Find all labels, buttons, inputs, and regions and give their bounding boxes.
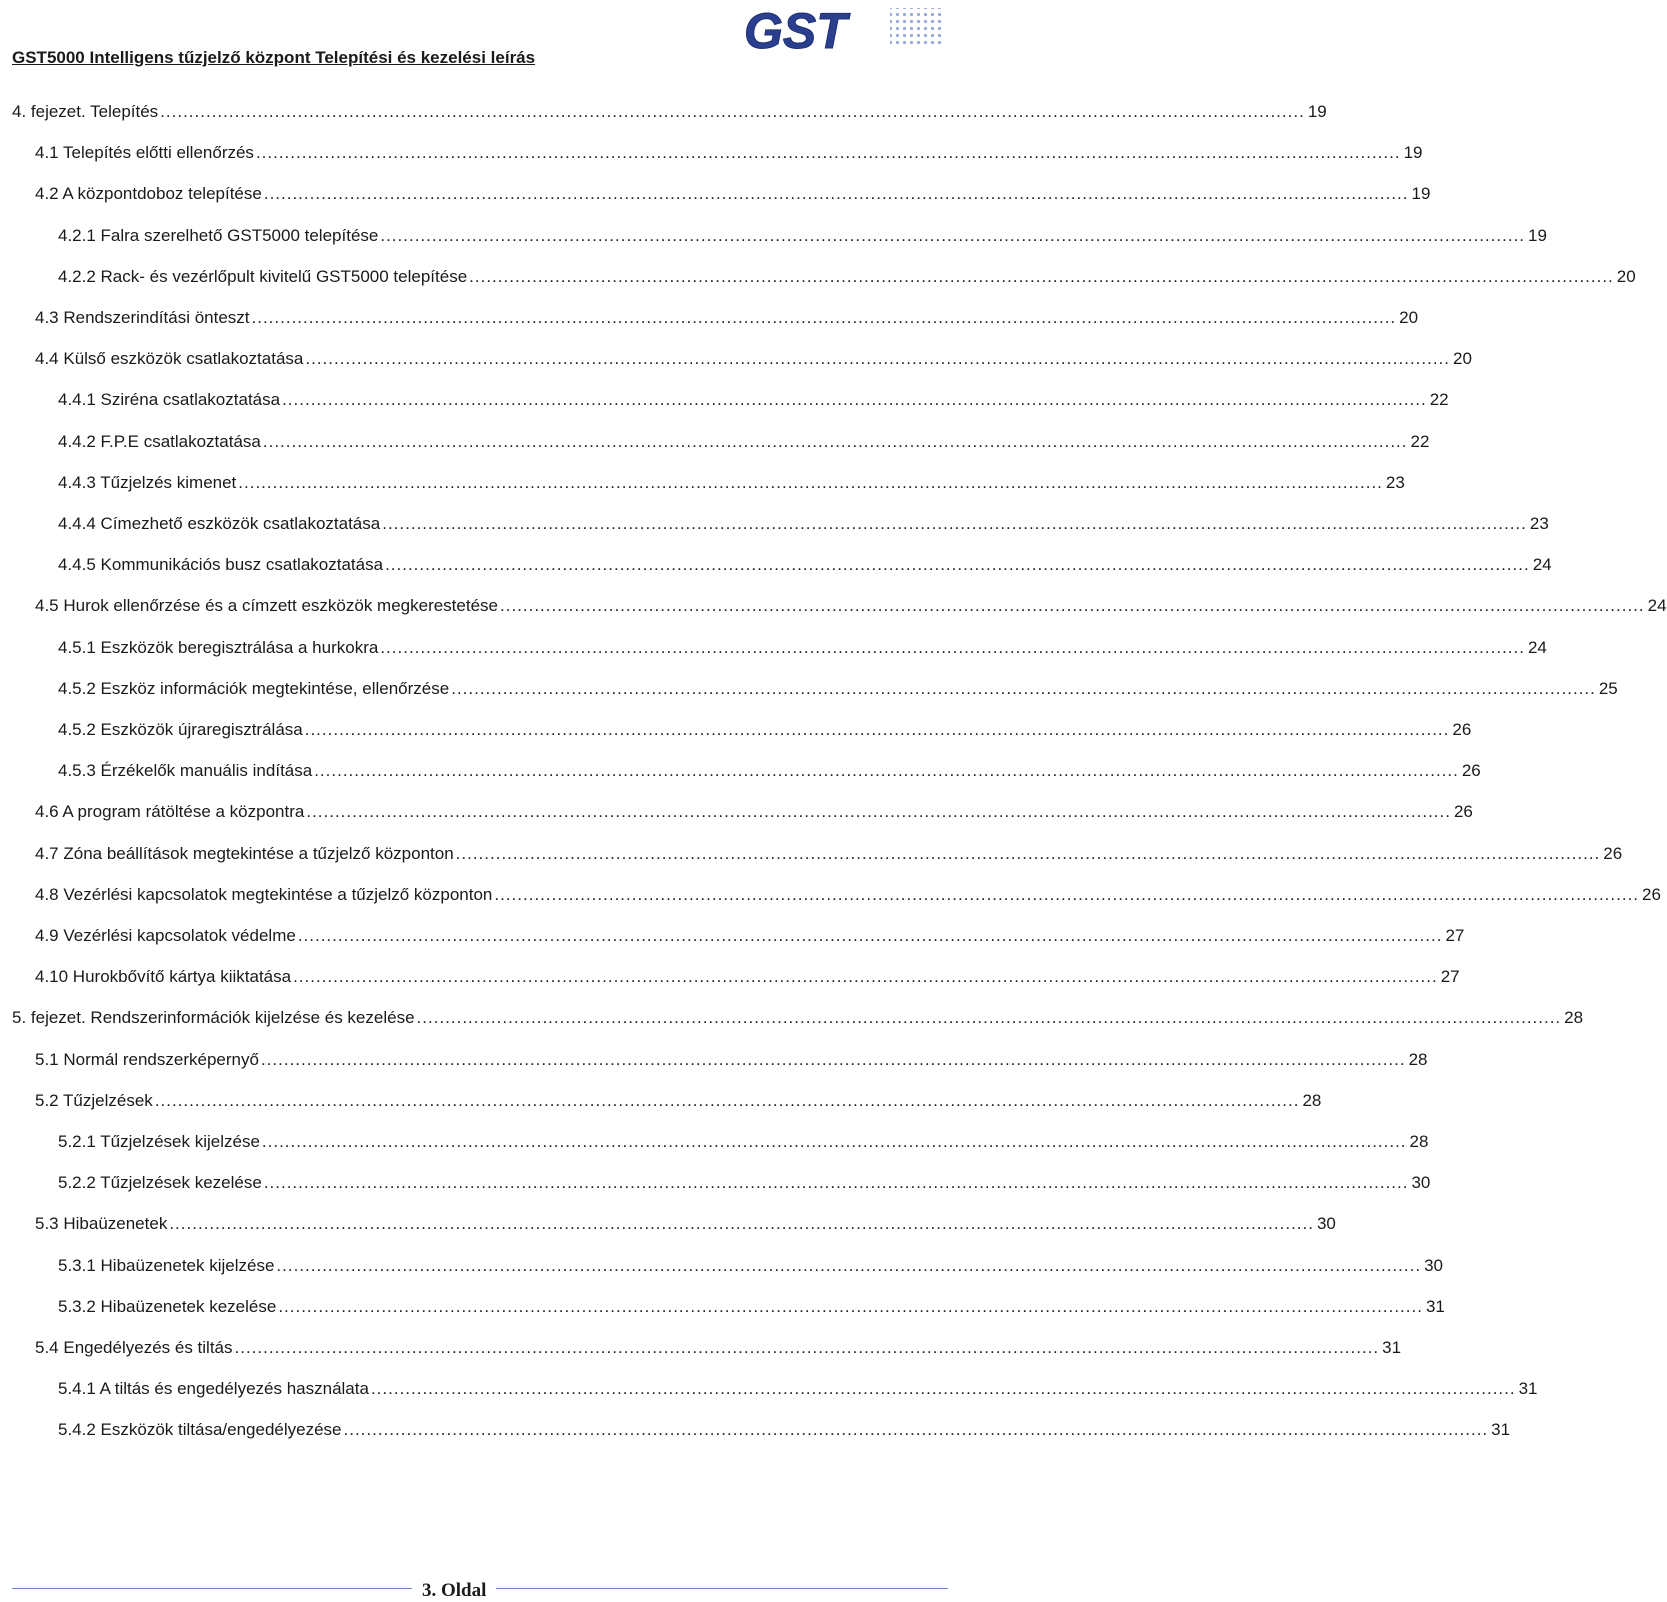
toc-entry[interactable] <box>58 219 1547 247</box>
toc-entry-title: 5.4 Engedélyezés és tiltás <box>35 1338 233 1357</box>
toc-leader-dots: ........................................................................................................................................................................................................ <box>263 1173 1409 1193</box>
toc-leader-dots: ........................................................................................................................................................................................................ <box>293 967 1438 987</box>
toc-entry[interactable] <box>35 837 1623 865</box>
toc-entry-title: 4.1 Telepítés előtti ellenőrzés <box>35 143 254 163</box>
toc-entry[interactable] <box>35 795 1473 823</box>
toc-entry[interactable] <box>35 1084 1322 1112</box>
toc-entry[interactable] <box>58 548 1552 576</box>
toc-entry[interactable] <box>58 1166 1431 1194</box>
page-footer <box>0 1560 960 1602</box>
toc-leader-dots: ........................................................................................................................................................................................................ <box>251 308 1397 327</box>
toc-leader-dots: ........................................................................................................................................................................................................ <box>306 802 1451 822</box>
toc-entry-page: 31 <box>1518 1379 1538 1399</box>
toc-entry-title: 4.2.2 Rack- és vezérlőpult kivitelű GST5000 telepítése <box>58 266 468 286</box>
document-title: GST5000 Intelligens tűzjelző központ Telepítési és kezelési leírás <box>12 48 536 67</box>
toc-entry-title: 4.5.2 Eszköz információk megtekintése, ellenőrzése <box>58 678 450 698</box>
toc-entry[interactable] <box>35 1043 1428 1071</box>
toc-entry-page: 23 <box>1385 472 1405 492</box>
toc-leader-dots: ........................................................................................................................................................................................................ <box>304 720 1450 739</box>
toc-entry-page: 28 <box>1302 1090 1322 1110</box>
toc-entry-title: 4.2.1 Falra szerelhető GST5000 telepítése <box>58 225 379 245</box>
toc-entry[interactable] <box>58 672 1618 700</box>
toc-entry[interactable] <box>35 177 1431 205</box>
toc-entry[interactable] <box>58 466 1405 494</box>
toc-leader-dots: ........................................................................................................................................................................................................ <box>305 349 1451 369</box>
toc-entry-page: 20 <box>1399 308 1419 327</box>
toc-leader-dots: ........................................................................................................................................................................................................ <box>297 926 1443 945</box>
toc-entry-title: 4.7 Zóna beállítások megtekintése a tűzjelző központon <box>35 843 454 863</box>
toc-entry-page: 24 <box>1527 637 1547 657</box>
toc-entry-page: 20 <box>1616 266 1636 286</box>
toc-leader-dots: ........................................................................................................................................................................................................ <box>314 761 1459 781</box>
toc-entry[interactable] <box>35 589 1667 617</box>
toc-entry-page: 22 <box>1410 431 1430 451</box>
page-header <box>12 0 948 78</box>
toc-leader-dots: ........................................................................................................................................................................................................ <box>469 266 1614 286</box>
toc-entry-page: 26 <box>1452 720 1472 739</box>
toc-entry-title: 5.1 Normál rendszerképernyő <box>35 1049 259 1069</box>
toc-leader-dots: ........................................................................................................................................................................................................ <box>263 184 1409 204</box>
toc-entry-page: 19 <box>1411 184 1431 204</box>
toc-entry-title: 5.3.1 Hibaüzenetek kijelzése <box>58 1255 275 1275</box>
toc-entry-page: 19 <box>1528 225 1547 245</box>
toc-entry-title: 4.5 Hurok ellenőrzése és a címzett eszközök megkerestetése <box>35 596 498 616</box>
toc-entry-page: 20 <box>1453 349 1472 369</box>
toc-entry-page: 26 <box>1453 802 1473 822</box>
toc-entry-title: 4.4.3 Tűzjelzés kimenet <box>58 472 237 492</box>
toc-entry-title: 5. fejezet. Rendszerinformációk kijelzése és kezelése <box>12 1008 415 1028</box>
toc-entry[interactable] <box>58 507 1549 535</box>
toc-entry-title: 4.5.1 Eszközök beregisztrálása a hurkokra <box>58 637 379 657</box>
toc-entry[interactable] <box>58 1290 1445 1318</box>
toc-leader-dots: ........................................................................................................................................................................................................ <box>234 1338 1380 1357</box>
toc-entry-title: 5.3.2 Hibaüzenetek kezelése <box>58 1296 277 1316</box>
toc-leader-dots: ........................................................................................................................................................................................................ <box>343 1420 1489 1440</box>
toc-entry-page: 27 <box>1445 926 1465 945</box>
toc-entry[interactable] <box>58 754 1481 782</box>
toc-leader-dots: ........................................................................................................................................................................................................ <box>382 514 1527 533</box>
page-number: 3. Oldal <box>412 1580 496 1602</box>
toc-entry[interactable] <box>35 960 1460 988</box>
toc-leader-dots: ........................................................................................................................................................................................................ <box>160 102 1305 121</box>
toc-leader-dots: ........................................................................................................................................................................................................ <box>370 1379 1516 1399</box>
toc-entry[interactable] <box>58 713 1472 741</box>
toc-entry-page: 27 <box>1440 967 1460 987</box>
toc-entry-page: 30 <box>1424 1255 1443 1275</box>
toc-entry-page: 24 <box>1532 555 1552 575</box>
toc-entry-title: 4.8 Vezérlési kapcsolatok megtekintése a tűzjelző központon <box>35 884 493 904</box>
toc-entry-page: 31 <box>1425 1296 1445 1316</box>
toc-entry[interactable] <box>35 1331 1402 1359</box>
toc-leader-dots: ........................................................................................................................................................................................................ <box>380 225 1525 245</box>
toc-entry[interactable] <box>58 1372 1538 1400</box>
toc-entry-page: 22 <box>1429 390 1449 410</box>
toc-entry-page: 19 <box>1403 143 1423 163</box>
toc-entry-title: 4.6 A program rátöltése a központra <box>35 802 305 822</box>
toc-leader-dots: ........................................................................................................................................................................................................ <box>261 1132 1407 1151</box>
toc-entry[interactable] <box>58 1125 1429 1153</box>
toc-leader-dots: ........................................................................................................................................................................................................ <box>260 1049 1406 1069</box>
toc-entry-title: 5.4.1 A tiltás és engedélyezés használata <box>58 1379 369 1399</box>
toc-entry-page: 30 <box>1316 1214 1336 1234</box>
toc-entry-title: 4.4 Külső eszközök csatlakoztatása <box>35 349 304 369</box>
toc-entry-page: 31 <box>1491 1420 1511 1440</box>
toc-entry[interactable] <box>58 1413 1511 1441</box>
toc-leader-dots: ........................................................................................................................................................................................................ <box>455 843 1601 863</box>
toc-entry-title: 5.2 Tűzjelzések <box>35 1090 153 1110</box>
toc-entry-title: 4.9 Vezérlési kapcsolatok védelme <box>35 926 296 945</box>
toc-leader-dots: ........................................................................................................................................................................................................ <box>255 143 1401 163</box>
toc-leader-dots: ........................................................................................................................................................................................................ <box>262 431 1408 451</box>
toc-leader-dots: ........................................................................................................................................................................................................ <box>385 555 1530 575</box>
toc-entry-page: 31 <box>1382 1338 1402 1357</box>
toc-entry[interactable] <box>58 631 1547 659</box>
toc-entry-page: 24 <box>1647 596 1667 616</box>
toc-entry[interactable] <box>35 301 1419 329</box>
toc-entry-title: 4.4.1 Sziréna csatlakoztatása <box>58 390 281 410</box>
toc-entry-title: 4. fejezet. Telepítés <box>12 102 159 121</box>
toc-entry-page: 28 <box>1564 1008 1584 1028</box>
toc-entry-title: 4.4.2 F.P.E csatlakoztatása <box>58 431 261 451</box>
toc-entry-page: 19 <box>1307 102 1327 121</box>
toc-entry[interactable] <box>35 1207 1336 1235</box>
gst-logo <box>740 3 948 59</box>
toc-entry[interactable] <box>35 919 1465 947</box>
toc-entry-title: 4.5.2 Eszközök újraregisztrálása <box>58 720 303 739</box>
toc-leader-dots: ........................................................................................................................................................................................................ <box>154 1090 1300 1110</box>
toc-leader-dots: ........................................................................................................................................................................................................ <box>278 1296 1423 1316</box>
toc-entry-title: 4.3 Rendszerindítási önteszt <box>35 308 250 327</box>
toc-entry-title: 5.4.2 Eszközök tiltása/engedélyezése <box>58 1420 342 1440</box>
toc-entry-page: 28 <box>1409 1132 1429 1151</box>
toc-entry[interactable] <box>58 425 1430 453</box>
toc-entry-title: 5.2.2 Tűzjelzések kezelése <box>58 1173 262 1193</box>
toc-leader-dots: ........................................................................................................................................................................................................ <box>500 596 1645 616</box>
toc-entry-title: 4.5.3 Érzékelők manuális indítása <box>58 761 313 781</box>
gst-logo-text: GST <box>744 3 847 59</box>
toc-leader-dots: ........................................................................................................................................................................................................ <box>416 1008 1562 1028</box>
toc-entry[interactable] <box>35 342 1472 370</box>
toc-entry[interactable] <box>58 260 1636 288</box>
toc-entry[interactable] <box>58 1249 1443 1277</box>
toc-leader-dots: ........................................................................................................................................................................................................ <box>494 884 1640 904</box>
toc-leader-dots: ........................................................................................................................................................................................................ <box>451 678 1596 698</box>
toc-entry-page: 25 <box>1598 678 1618 698</box>
toc-entry-page: 26 <box>1461 761 1481 781</box>
toc-entry-title: 4.4.5 Kommunikációs busz csatlakoztatása <box>58 555 384 575</box>
toc-leader-dots: ........................................................................................................................................................................................................ <box>282 390 1427 410</box>
toc-entry-page: 28 <box>1408 1049 1428 1069</box>
toc-entry[interactable] <box>12 95 1327 123</box>
toc-entry[interactable] <box>35 136 1423 164</box>
toc-entry-title: 5.2.1 Tűzjelzések kijelzése <box>58 1132 260 1151</box>
toc-entry[interactable] <box>58 383 1449 411</box>
toc-entry-title: 4.4.4 Címezhető eszközök csatlakoztatása <box>58 514 381 533</box>
toc-leader-dots: ........................................................................................................................................................................................................ <box>380 637 1525 657</box>
toc-entry-page: 26 <box>1603 843 1623 863</box>
toc-entry-title: 4.2 A központdoboz telepítése <box>35 184 262 204</box>
toc-entry-title: 5.3 Hibaüzenetek <box>35 1214 168 1234</box>
toc-entry[interactable] <box>35 878 1661 906</box>
toc-entry-page: 23 <box>1529 514 1549 533</box>
toc-leader-dots: ........................................................................................................................................................................................................ <box>238 472 1383 492</box>
toc-leader-dots: ........................................................................................................................................................................................................ <box>169 1214 1314 1234</box>
toc-leader-dots: ........................................................................................................................................................................................................ <box>276 1255 1422 1275</box>
toc-entry-title: 4.10 Hurokbővítő kártya kiiktatása <box>35 967 292 987</box>
toc-entry-page: 30 <box>1411 1173 1431 1193</box>
toc-entry-page: 26 <box>1642 884 1661 904</box>
toc-entry[interactable] <box>12 1001 1584 1029</box>
